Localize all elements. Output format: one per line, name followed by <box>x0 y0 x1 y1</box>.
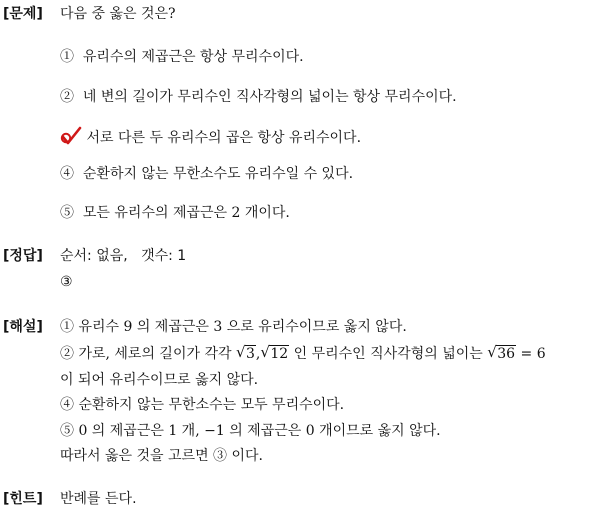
explanation-line-2-post: = 6 <box>520 346 546 362</box>
hint-tag: [힌트] <box>3 491 43 507</box>
explanation-tag: [해설] <box>3 319 43 335</box>
explanation-line-2 <box>60 343 546 362</box>
sqrt-3-value: 3 <box>245 346 255 362</box>
answer-meta: 순서: 없음, 갯수: 1 <box>60 248 187 264</box>
choice-5-number: ⑤ <box>60 205 74 221</box>
choice-1-text: 유리수의 제곱근은 항상 무리수이다. <box>82 49 304 65</box>
explanation-line-6: 따라서 옳은 것을 고르면 ③ 이다. <box>60 448 263 464</box>
choice-4-text: 순환하지 않는 무한소수도 유리수일 수 있다. <box>82 166 354 182</box>
choice-1 <box>60 49 304 65</box>
choice-1-number: ① <box>60 49 74 65</box>
answer-tag: [정답] <box>3 248 43 264</box>
sqrt-12-value: 12 <box>270 346 289 362</box>
sqrt-36 <box>487 343 516 362</box>
choice-2-text: 네 변의 길이가 무리수인 직사각형의 넓이는 항상 무리수이다. <box>82 89 457 105</box>
radical-sign: √ <box>260 343 270 361</box>
choice-2-number: ② <box>60 89 74 105</box>
problem-tag: [문제] <box>3 6 43 22</box>
radical-sign: √ <box>235 343 246 361</box>
explanation-line-2-pre: ② 가로, 세로의 길이가 각각 <box>60 346 232 362</box>
explanation-line-3: 이 되어 유리수이므로 옳지 않다. <box>60 372 259 388</box>
choice-5-text: 모든 유리수의 제곱근은 2 개이다. <box>82 205 290 221</box>
explanation-line-5: ⑤ 0 의 제곱근은 1 개, −1 의 제곱근은 0 개이므로 옳지 않다. <box>60 423 441 439</box>
explanation-line-2-mid: 인 무리수인 직사각형의 넓이는 <box>293 346 483 362</box>
choice-3 <box>60 126 361 150</box>
choice-2 <box>60 89 457 105</box>
explanation-line-1: ① 유리수 9 의 제곱근은 3 으로 유리수이므로 옳지 않다. <box>60 319 407 335</box>
radical-sign: √ <box>487 343 497 361</box>
question-text: 다음 중 옳은 것은? <box>60 6 176 22</box>
answer-value: ③ <box>60 274 73 290</box>
choice-3-text: 서로 다른 두 유리수의 곱은 항상 유리수이다. <box>86 130 362 146</box>
sqrt-36-value: 36 <box>497 346 516 362</box>
check-icon <box>60 126 82 150</box>
sqrt-12 <box>260 343 289 362</box>
choice-5 <box>60 205 290 221</box>
hint-text: 반례를 든다. <box>60 491 137 507</box>
sqrt-3 <box>235 343 256 362</box>
comma: , <box>255 346 261 362</box>
choice-4-number: ④ <box>60 166 74 182</box>
explanation-line-4: ④ 순환하지 않는 무한소수는 모두 무리수이다. <box>60 397 345 413</box>
choice-4 <box>60 166 353 182</box>
